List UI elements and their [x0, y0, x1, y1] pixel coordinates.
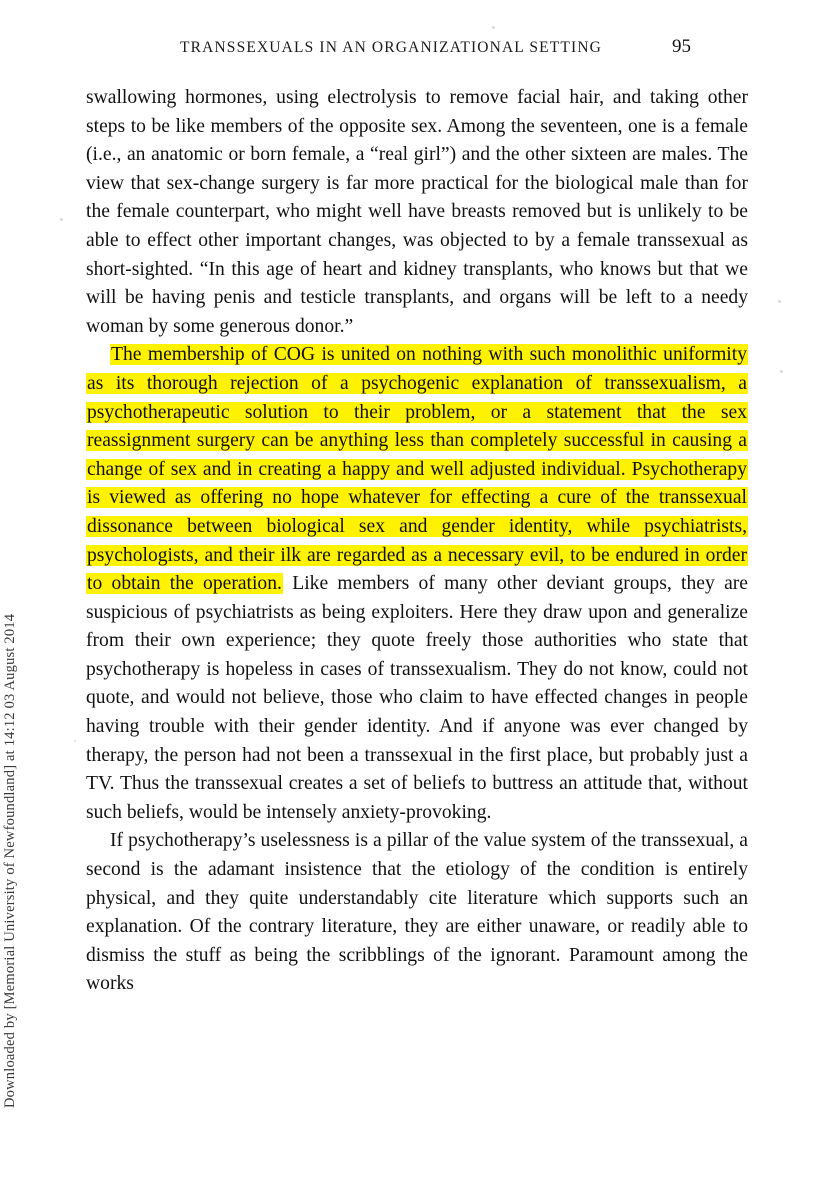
scan-speck: [74, 740, 76, 742]
paragraph-1: swallowing hormones, using electrolysis to remove facial hair, and taking other steps to be like members of the opposite sex. Among the seventeen, one is a female (i.e., an anatomic or born female, a “real girl”) and the other sixteen are males. The view that sex-change surgery is far more practical for the biological male than for the female counterpart, who might well have breasts removed but is unlikely to be able to effect other important changes, was objected to by a female transsexual as short-sighted. “In this age of heart and kidney transplants, who knows but that we will be having penis and testicle transplants, and organs will be left to a needy woman by some generous donor.”: [86, 87, 748, 337]
running-head-title: TRANSSEXUALS IN AN ORGANIZATIONAL SETTING: [180, 39, 603, 56]
scan-speck: [492, 26, 495, 29]
page-number: 95: [672, 36, 692, 57]
scan-speck: [778, 300, 781, 303]
highlighted-passage: The membership of COG is united on nothing with such monolithic uniformity as its thorough rejection of a psychogenic explanation of transsexualism, a psychotherapeutic solution to their problem, or a statement that the sex reassignment surgery can be anything less than completely successful in causing a change of sex and in creating a happy and well adjusted individual. Psychotherapy is viewed as offering no hope whatever for effecting a cure of the transsexual dissonance between biological sex and gender identity, while psychiatrists, psychologists, and their ilk are regarded as a necessary evil, to be endured in order to obtain the operation.: [87, 344, 747, 595]
paragraph-2: [86, 341, 748, 827]
scan-speck: [780, 370, 783, 373]
download-watermark: Downloaded by [Memorial University of Newfoundland] at 14:12 03 August 2014: [2, 613, 18, 1108]
paragraph-2-remainder: Like members of many other deviant groups, they are suspicious of psychiatrists as being exploiters. Here they draw upon and generalize from their own experience; they quote freely those authorities who state that psychotherapy is hopeless in cases of transsexualism. They do not know, could not quote, and would not believe, those who claim to have effected changes in people having trouble with their gender identity. And if anyone was ever changed by therapy, the person had not been a transsexual in the first place, but probably just a TV. Thus the transsexual creates a set of beliefs to buttress an attitude that, without such beliefs, would be intensely anxiety-provoking.: [86, 573, 748, 823]
paragraph-3: If psychotherapy’s uselessness is a pillar of the value system of the transsexual, a second is the adamant insistence that the etiology of the condition is entirely physical, and they quite understandably cite literature which supports such an explanation. Of the contrary literature, they are either unaware, or readily able to dismiss the stuff as being the scribblings of the ignorant. Paramount among the works: [86, 830, 748, 995]
page-content: [86, 36, 748, 999]
scan-speck: [60, 218, 63, 221]
running-head: [180, 36, 748, 58]
